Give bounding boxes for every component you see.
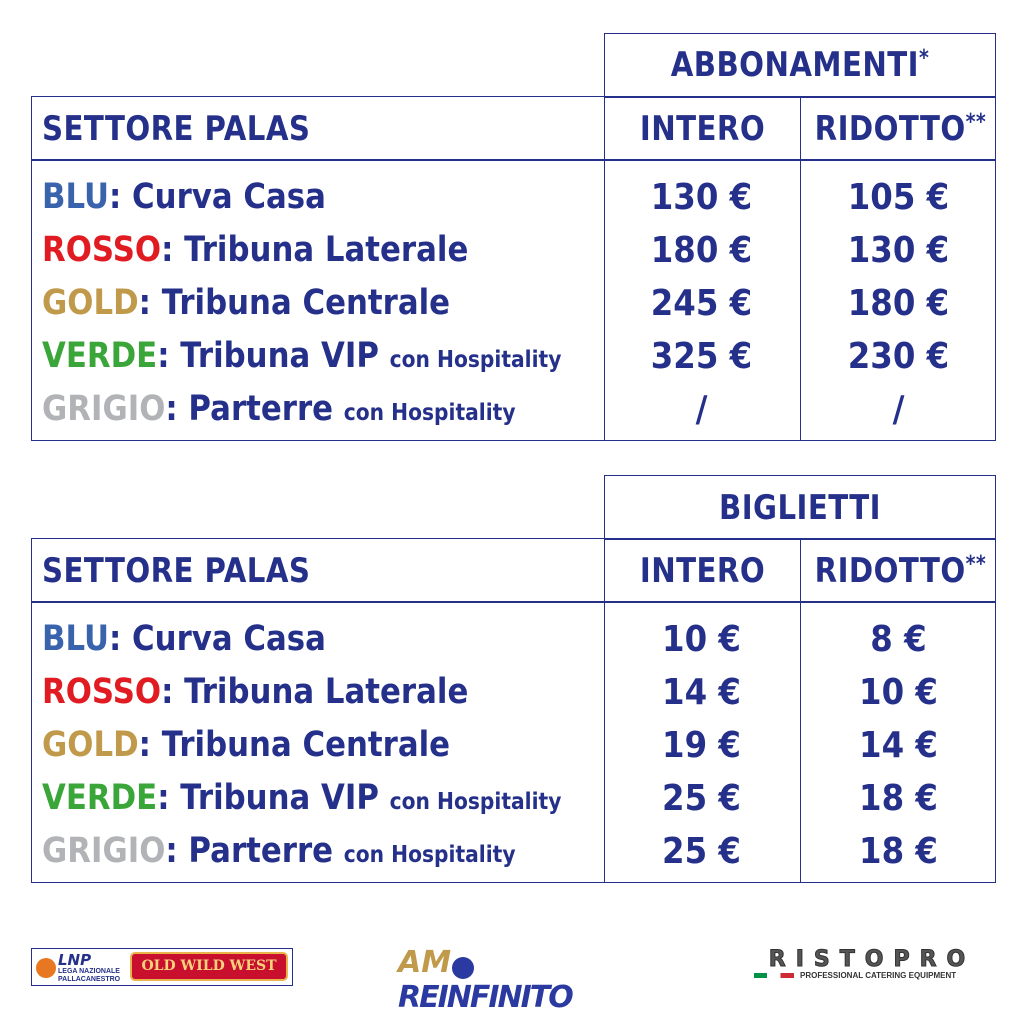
sponsor-bar — [0, 935, 1024, 1015]
table-row: BLU: Curva Casa — [42, 177, 326, 217]
amoreinfinito-logo — [398, 945, 626, 1015]
table-title: BIGLIETTI — [719, 488, 881, 528]
intero-header: INTERO — [639, 109, 766, 149]
ridotto-price: 180 € — [847, 283, 950, 324]
table-row: BLU: Curva Casa — [42, 619, 326, 659]
intero-price: 14 € — [662, 672, 741, 713]
ridotto-price: 18 € — [859, 831, 938, 872]
amore-emblem-icon — [452, 957, 474, 979]
ristopro-name: RISTOPRO — [768, 947, 976, 972]
table-row: GRIGIO: Parterre con Hospitality — [42, 389, 516, 429]
intero-price: 180 € — [650, 230, 753, 271]
oldwildwest-badge — [130, 952, 288, 981]
intero-price: 25 € — [662, 831, 741, 872]
intero-price: 25 € — [662, 778, 741, 819]
sector-header: SETTORE PALAS — [42, 109, 311, 149]
ristopro-tagline: PROFESSIONAL CATERING EQUIPMENT — [800, 971, 957, 980]
table-row: GOLD: Tribuna Centrale — [42, 725, 451, 765]
intero-price: 19 € — [662, 725, 741, 766]
amore-part2: REINFINITO — [398, 980, 572, 1015]
ridotto-price: 14 € — [859, 725, 938, 766]
ridotto-price: 10 € — [859, 672, 938, 713]
lnp-line1: LEGA NAZIONALE — [58, 968, 120, 975]
ridotto-price: / — [892, 389, 905, 430]
oldwildwest-text: OLD WILD WEST — [141, 958, 277, 974]
intero-price: 10 € — [662, 619, 741, 660]
table-row: ROSSO: Tribuna Laterale — [42, 672, 469, 712]
table-row: VERDE: Tribuna VIP con Hospitality — [42, 778, 562, 818]
italian-flag-swoosh-icon — [754, 973, 794, 978]
ridotto-price: 8 € — [870, 619, 927, 660]
lnp-logo — [31, 948, 293, 986]
ridotto-header: RIDOTTO** — [814, 551, 987, 591]
table-row: VERDE: Tribuna VIP con Hospitality — [42, 336, 562, 376]
intero-price: 245 € — [650, 283, 753, 324]
ridotto-price: 18 € — [859, 778, 938, 819]
lnp-abbr: LNP — [58, 951, 92, 969]
intero-header: INTERO — [639, 551, 766, 591]
amore-part1: AM — [398, 945, 452, 980]
ridotto-header: RIDOTTO** — [814, 109, 987, 149]
table-title: ABBONAMENTI* — [670, 45, 930, 85]
table-row: GRIGIO: Parterre con Hospitality — [42, 831, 516, 871]
ridotto-price: 130 € — [847, 230, 950, 271]
basketball-icon — [36, 958, 56, 978]
ridotto-price: 230 € — [847, 336, 950, 377]
lnp-line2: PALLACANESTRO — [58, 976, 121, 983]
intero-price: / — [695, 389, 708, 430]
intero-price: 325 € — [650, 336, 753, 377]
sector-header: SETTORE PALAS — [42, 551, 311, 591]
intero-price: 130 € — [650, 177, 753, 218]
table-row: GOLD: Tribuna Centrale — [42, 283, 451, 323]
ristopro-logo — [752, 947, 992, 987]
ridotto-price: 105 € — [847, 177, 950, 218]
table-row: ROSSO: Tribuna Laterale — [42, 230, 469, 270]
